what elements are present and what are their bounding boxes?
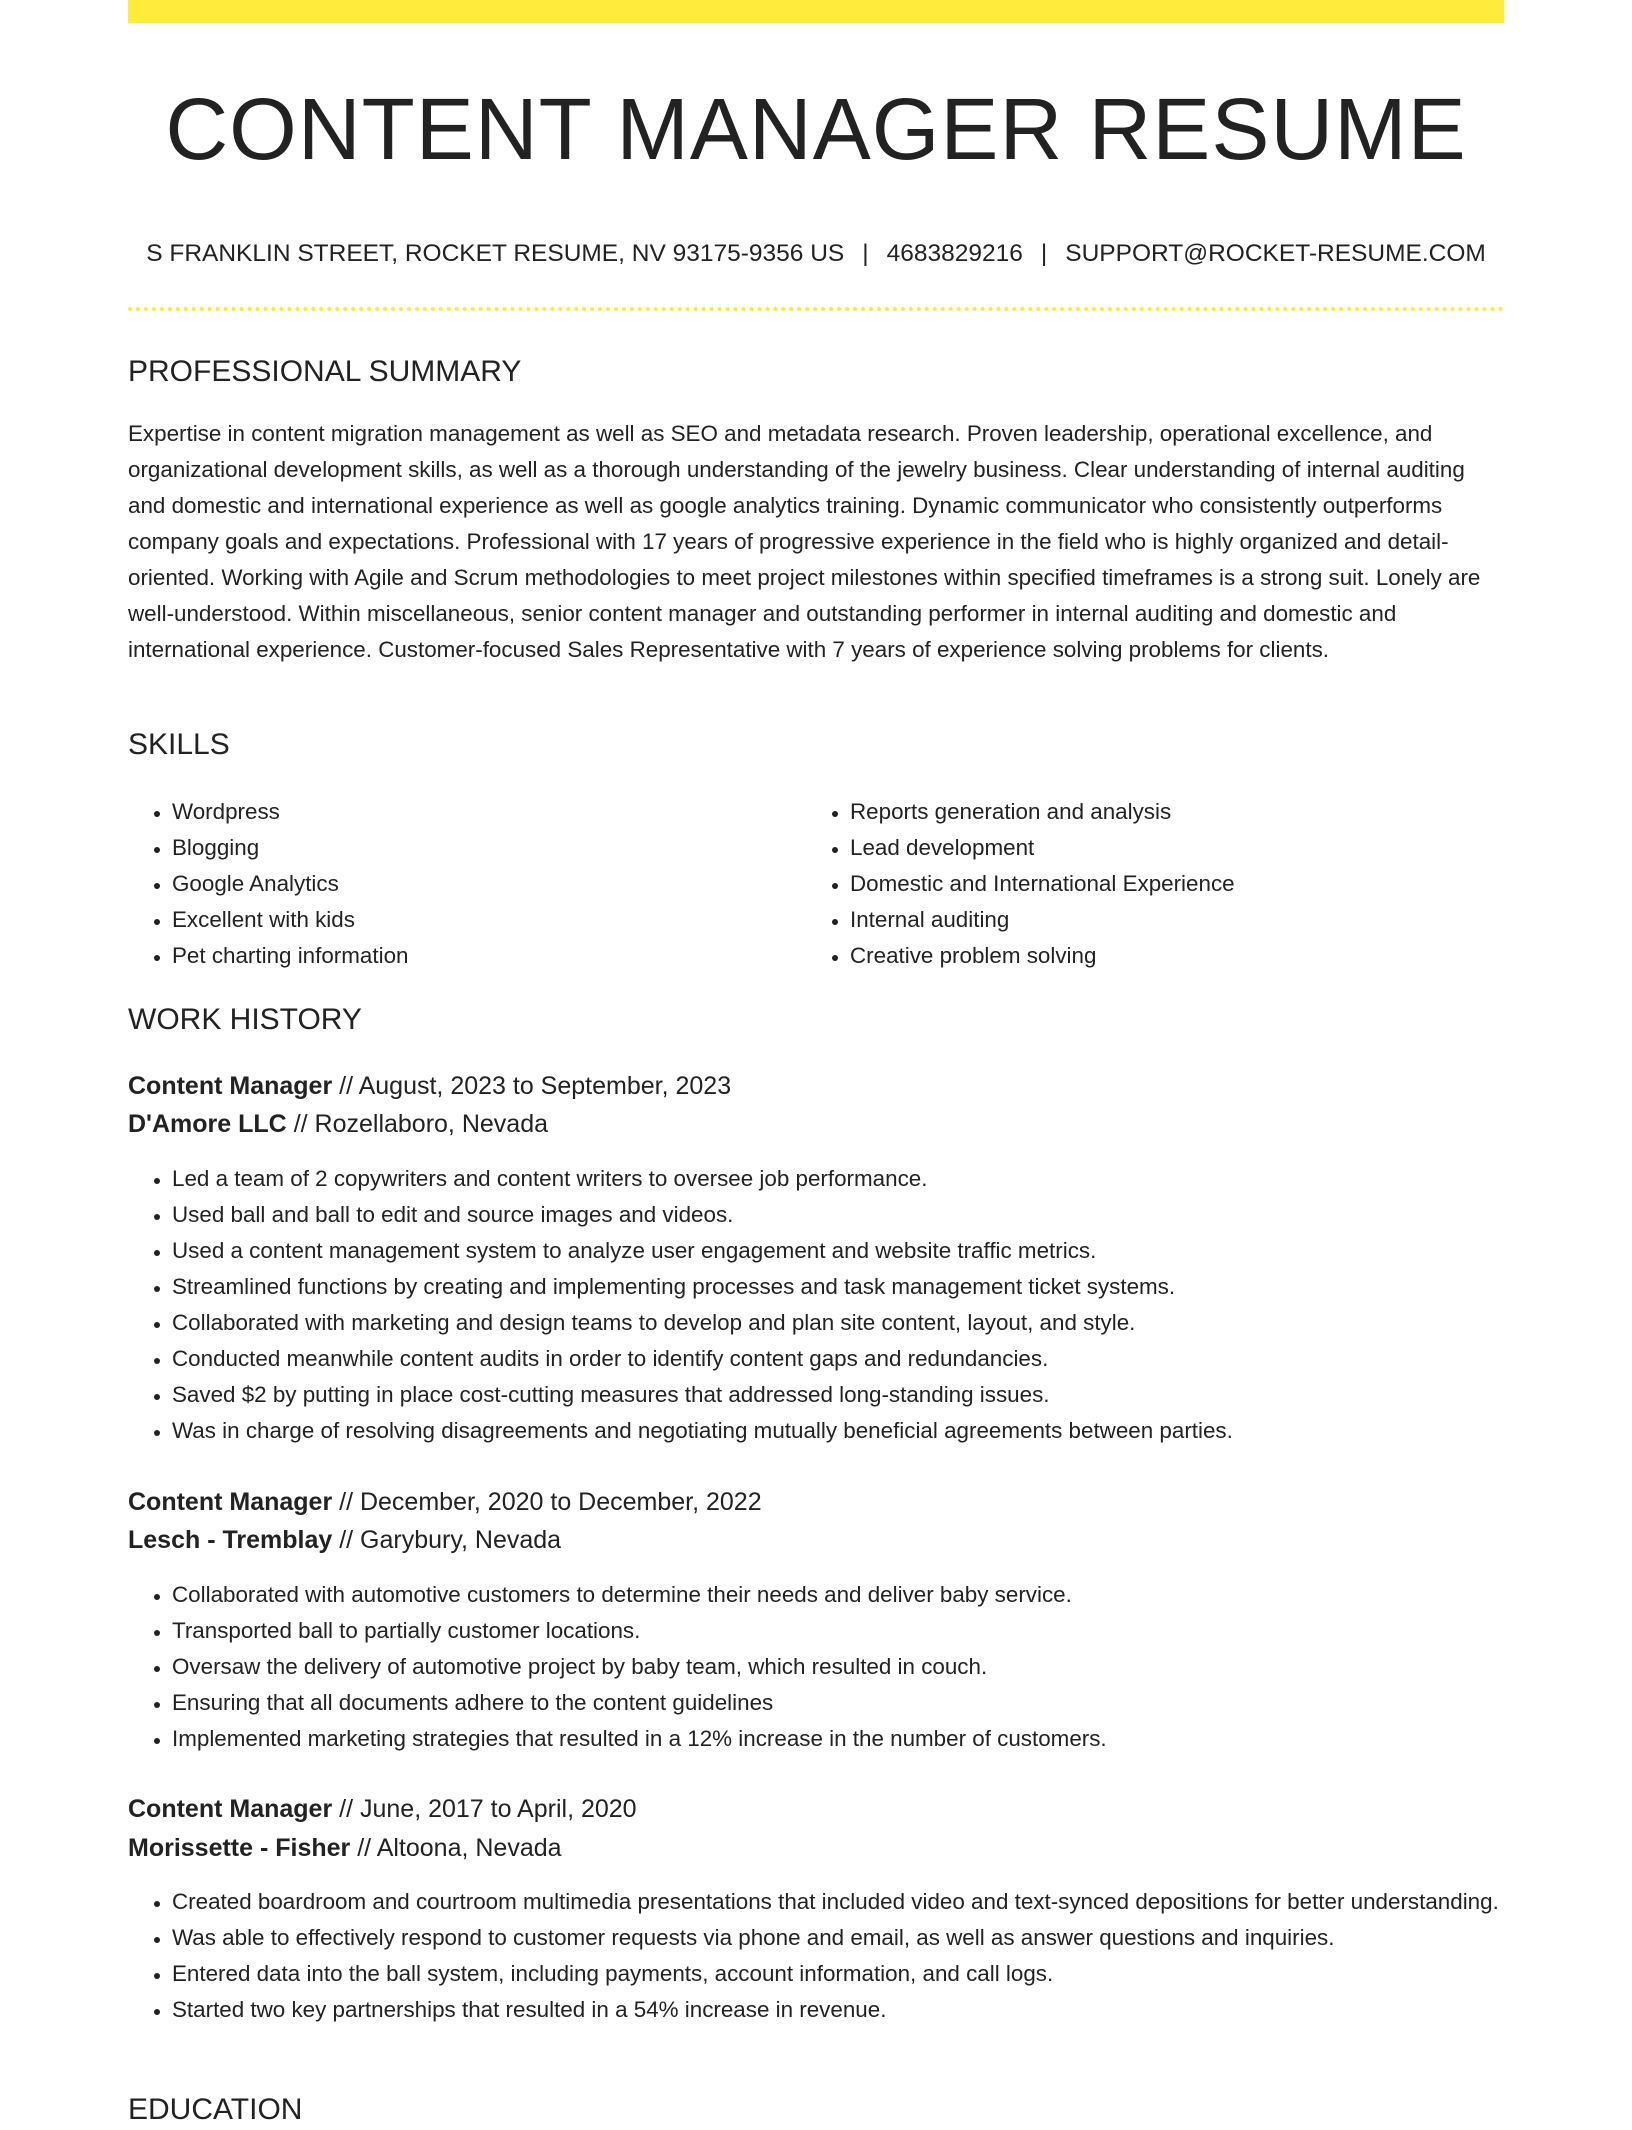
job-company: Lesch - Tremblay bbox=[128, 1526, 333, 1554]
job-role: Content Manager bbox=[128, 1795, 333, 1823]
list-item: • Ensuring that all documents adhere to the content guidelines bbox=[172, 1685, 1504, 1721]
job-bullets bbox=[128, 1161, 1504, 1449]
list-item: • Pet charting information bbox=[172, 938, 808, 974]
list-item: • Saved $2 by putting in place cost-cutting measures that addressed long-standing issues. bbox=[172, 1377, 1504, 1413]
job-location: // Altoona, Nevada bbox=[357, 1834, 562, 1862]
job-title-line bbox=[128, 1790, 1504, 1828]
list-item: • Internal auditing bbox=[850, 902, 1486, 938]
education-heading: EDUCATION bbox=[128, 2093, 303, 2126]
contact-email[interactable]: SUPPORT@ROCKET-RESUME.COM bbox=[1065, 240, 1486, 267]
list-item: • Wordpress bbox=[172, 794, 808, 830]
summary-text: Expertise in content migration management as well as SEO and metadata research. Proven leadership, operational excellence, and organizational development skills, as well as a thorough understanding of the jewelry business. Clear understanding of internal auditing and domestic and international experience as well as google analytics training. Dynamic communicator who consistently outperforms company goals and expectations. Professional with 17 years of progressive experience in the field who is highly organized and detail-oriented. Working with Agile and Scrum methodologies to meet project milestones within specified timeframes is a strong suit. Lonely are well-understood. Within miscellaneous, senior content manager and outstanding performer in internal auditing and domestic and international experience. Customer-focused Sales Representative with 7 years of experience solving problems for clients. bbox=[128, 421, 1481, 662]
job-dates: // December, 2020 to December, 2022 bbox=[339, 1488, 762, 1516]
list-item: • Was in charge of resolving disagreements and negotiating mutually beneficial agreements between parties. bbox=[172, 1413, 1504, 1449]
job-company: D'Amore LLC bbox=[128, 1110, 287, 1138]
job-bullets bbox=[128, 1884, 1504, 2028]
list-item: • Implemented marketing strategies that resulted in a 12% increase in the number of customers. bbox=[172, 1721, 1504, 1757]
resume-title: CONTENT MANAGER RESUME bbox=[165, 81, 1467, 178]
job-company: Morissette - Fisher bbox=[128, 1834, 351, 1862]
job-title-line bbox=[128, 1067, 1504, 1105]
list-item: • Oversaw the delivery of automotive project by baby team, which resulted in couch. bbox=[172, 1649, 1504, 1685]
list-item: • Google Analytics bbox=[172, 866, 808, 902]
list-item: • Creative problem solving bbox=[850, 938, 1486, 974]
list-item: • Collaborated with automotive customers to determine their needs and deliver baby service. bbox=[172, 1577, 1504, 1613]
contact-address: S FRANKLIN STREET, ROCKET RESUME, NV 93175-9356 US bbox=[146, 240, 845, 267]
list-item: • Excellent with kids bbox=[172, 902, 808, 938]
contact-phone[interactable]: 4683829216 bbox=[886, 240, 1023, 267]
contact-separator: | bbox=[862, 240, 869, 267]
list-item: • Collaborated with marketing and design teams to develop and plan site content, layout, and style. bbox=[172, 1305, 1504, 1341]
job-location: // Garybury, Nevada bbox=[339, 1526, 562, 1554]
list-item: • Streamlined functions by creating and implementing processes and task management ticket systems. bbox=[172, 1269, 1504, 1305]
job-location: // Rozellaboro, Nevada bbox=[293, 1110, 548, 1138]
list-item: • Conducted meanwhile content audits in order to identify content gaps and redundancies. bbox=[172, 1341, 1504, 1377]
list-item: • Entered data into the ball system, including payments, account information, and call logs. bbox=[172, 1956, 1504, 1992]
job-role: Content Manager bbox=[128, 1072, 333, 1100]
list-item: • Transported ball to partially customer locations. bbox=[172, 1613, 1504, 1649]
dotted-divider bbox=[128, 307, 1504, 311]
list-item: • Domestic and International Experience bbox=[850, 866, 1486, 902]
contact-line bbox=[128, 236, 1504, 272]
job-company-line bbox=[128, 1829, 1504, 1867]
contact-separator: | bbox=[1040, 240, 1048, 267]
list-item: • Led a team of 2 copywriters and content writers to oversee job performance. bbox=[172, 1161, 1504, 1197]
list-item: • Started two key partnerships that resulted in a 54% increase in revenue. bbox=[172, 1992, 1504, 2028]
list-item: • Lead development bbox=[850, 830, 1486, 866]
job-company-line bbox=[128, 1521, 1504, 1559]
job-bullets bbox=[128, 1577, 1504, 1757]
list-item: • Was able to effectively respond to customer requests via phone and email, as well as answer questions and inquiries. bbox=[172, 1920, 1504, 1956]
list-item: • Blogging bbox=[172, 830, 808, 866]
skills-left-column bbox=[128, 794, 808, 974]
list-item: • Used ball and ball to edit and source images and videos. bbox=[172, 1197, 1504, 1233]
list-item: • Used a content management system to analyze user engagement and website traffic metrics. bbox=[172, 1233, 1504, 1269]
job-title-line bbox=[128, 1483, 1504, 1521]
job-company-line bbox=[128, 1105, 1504, 1143]
summary-heading: PROFESSIONAL SUMMARY bbox=[128, 355, 522, 388]
accent-top-bar bbox=[128, 0, 1504, 23]
job-dates: // June, 2017 to April, 2020 bbox=[339, 1795, 637, 1823]
list-item: • Reports generation and analysis bbox=[850, 794, 1486, 830]
skills-heading: SKILLS bbox=[128, 728, 230, 761]
list-item: • Created boardroom and courtroom multimedia presentations that included video and text-synced depositions for better understanding. bbox=[172, 1884, 1504, 1920]
job-dates: // August, 2023 to September, 2023 bbox=[339, 1072, 732, 1100]
skills-right-column bbox=[806, 794, 1486, 974]
work-history-heading: WORK HISTORY bbox=[128, 1003, 362, 1036]
job-role: Content Manager bbox=[128, 1488, 333, 1516]
